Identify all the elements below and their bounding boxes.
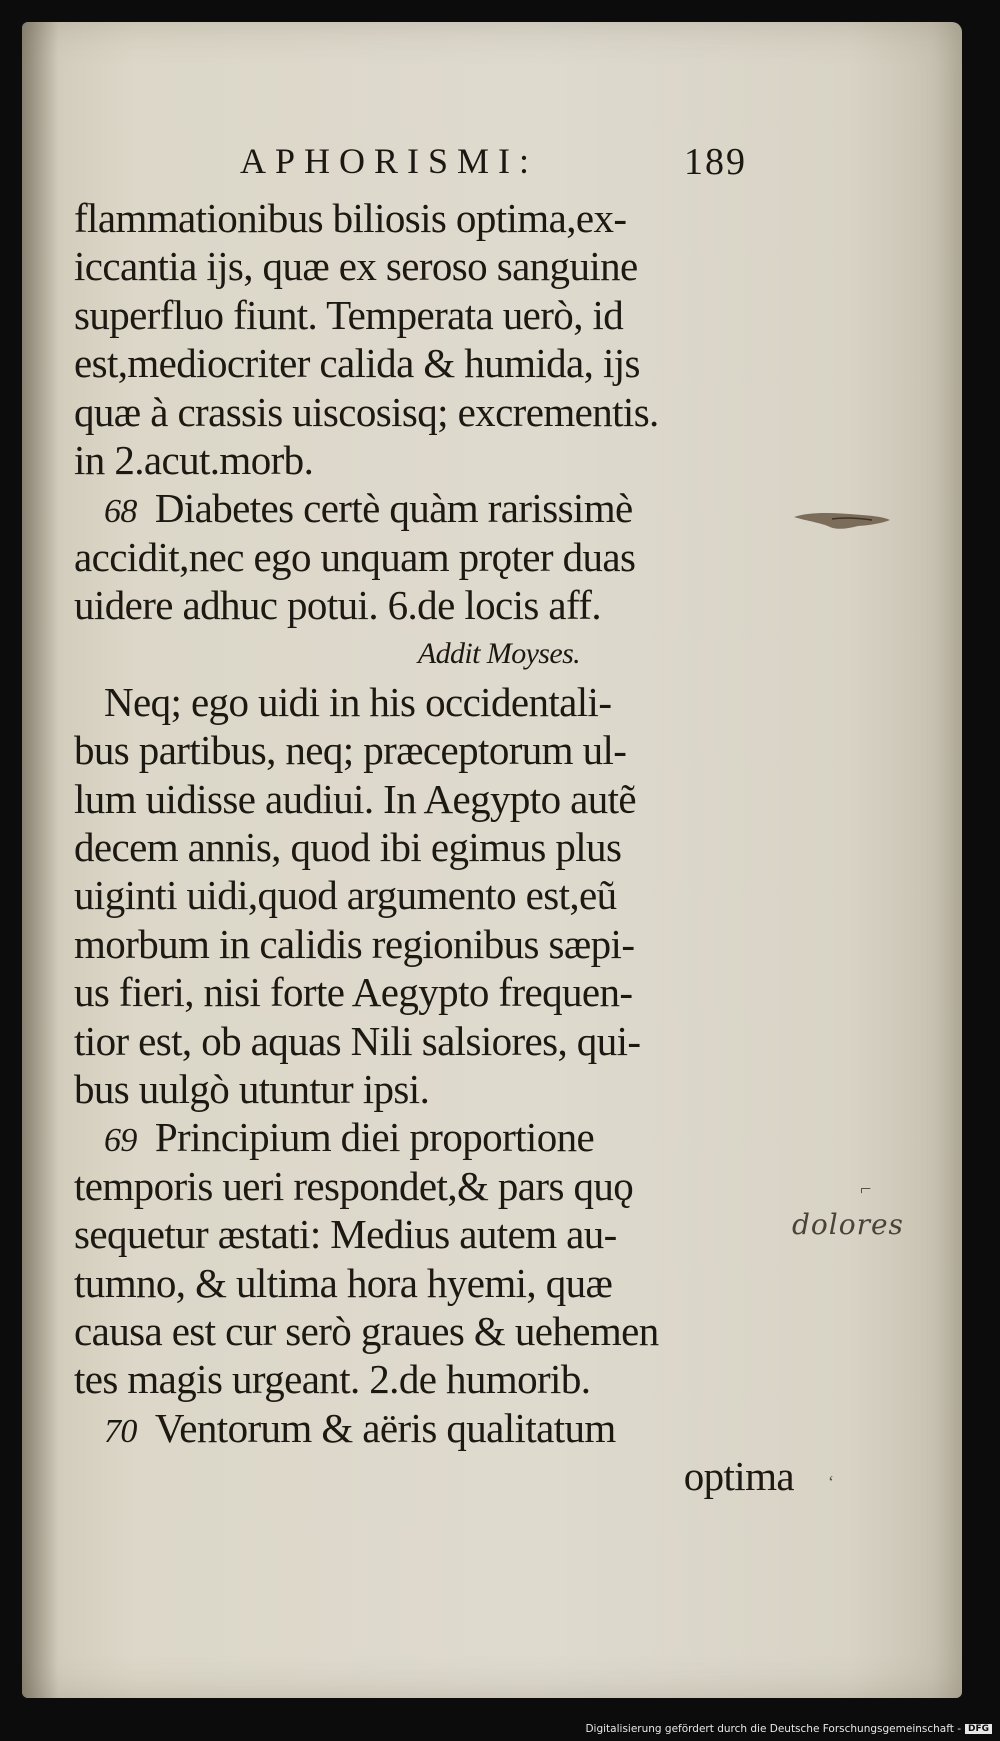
text-line: tes magis urgeant. 2.de humorib. (74, 1356, 591, 1403)
text-line: sequetur æstati: Medius autem au- (74, 1211, 617, 1258)
text-line: tior est, ob aquas Nili salsiores, qui- (74, 1017, 641, 1064)
page-header (22, 140, 962, 200)
text-line: causa est cur serò graues & uehemen (74, 1307, 659, 1354)
margin-annotation: dolores (792, 1208, 904, 1241)
text-line: bus uulgò utuntur ipsi. (74, 1066, 430, 1113)
text-line: bus partibus, neq; præceptorum ul- (74, 727, 627, 774)
section-heading: Addit Moyses. (417, 636, 581, 670)
text-line: morbum in calidis regionibus sæpi- (74, 920, 635, 967)
aphorism-69-line: 69 Principium diei proportione (104, 1114, 595, 1161)
running-head: APHORISMI: (240, 141, 539, 181)
aphorism-68-line: 68 Diabetes certè quàm rarissimè (104, 485, 633, 532)
dfg-logo: DFG (965, 1724, 992, 1734)
text-line: uiginti uidi,quod argumento est,eũ (74, 872, 617, 919)
text-line: superfluo fiunt. Temperata uerò, id (74, 291, 624, 338)
footer-credit: Digitalisierung gefördert durch die Deutsche Forschungsgemeinschaft - (585, 1723, 961, 1735)
aphorism-number: 70 (104, 1412, 137, 1450)
aphorism-number: 69 (104, 1122, 137, 1160)
catchword: optima (683, 1453, 794, 1500)
text-line: uidere adhuc potui. 6.de locis aff. (74, 582, 602, 629)
text-line: est,mediocriter calida & humida, ijs (74, 340, 640, 387)
book-page (22, 22, 962, 1698)
text-line: in 2.acut.morb. (74, 436, 314, 483)
text-line: quæ à crassis uiscosisq; excrementis. (74, 388, 659, 435)
aphorism-number: 68 (104, 493, 137, 531)
text-line: us fieri, nisi forte Aegypto frequen- (74, 969, 633, 1016)
manicule-icon (792, 505, 892, 535)
body-text (74, 194, 834, 1501)
text-line: iccantia ijs, quæ ex seroso sanguine (74, 243, 638, 290)
margin-mark: ⌐ (860, 1178, 872, 1200)
text-line: decem annis, quod ibi egimus plus (74, 824, 622, 871)
digitization-footer (585, 1723, 992, 1735)
page-number: 189 (684, 141, 747, 183)
text-line: Neq; ego uidi in his occidentali- (104, 678, 612, 725)
margin-mark: ʻ (828, 1472, 834, 1492)
text-line: temporis ueri respondet,& pars quǫ (74, 1162, 634, 1209)
text-line: flammationibus biliosis optima,ex- (74, 195, 627, 241)
aphorism-70-line: 70 Ventorum & aëris qualitatum (104, 1404, 616, 1451)
text-line: lum uidisse audiui. In Aegypto autẽ (74, 775, 637, 822)
text-line: accidit,nec ego unquam prǫter duas (74, 533, 636, 580)
text-line: tumno, & ultima hora hyemi, quæ (74, 1259, 613, 1306)
